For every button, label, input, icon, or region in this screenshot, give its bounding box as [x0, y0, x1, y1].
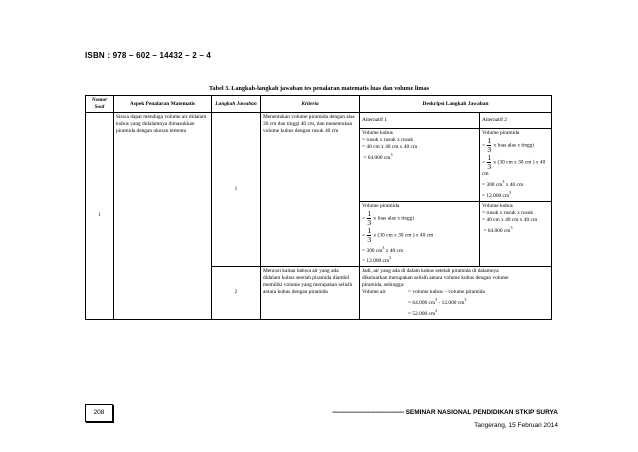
line — [362, 254, 477, 265]
line — [362, 210, 477, 227]
isbn-header: ISBN : 978 – 602 – 14432 – 2 – 4 — [85, 51, 212, 60]
equals: = — [362, 215, 366, 222]
line-text: = 64.000 cm — [408, 299, 436, 306]
line: Volume piramida — [482, 130, 520, 136]
fraction — [487, 137, 491, 154]
table-row — [86, 113, 552, 129]
line: Volume kubus — [482, 202, 513, 209]
line-text: x 40 cm — [504, 181, 524, 188]
line-text: = 64.000 cm — [363, 154, 391, 161]
superscript: 3 — [502, 179, 505, 184]
fraction — [367, 210, 371, 227]
line — [362, 296, 549, 307]
fraction — [367, 227, 371, 244]
header-kriteria: Kriteria — [261, 96, 360, 113]
seminar-title: ------------------------------------------- SEMINAR NASIONAL PENDIDIKAN STKIP SURYA — [332, 409, 558, 416]
superscript: 3 — [509, 189, 512, 195]
line: cm — [482, 171, 489, 177]
numerator: 1 — [487, 136, 492, 145]
line-text: = 64.000 cm — [483, 227, 511, 234]
cell-kriteria-2: Mencari kaitan bahwa air yang ada didalam kubus setelah piramida diambil memiliki volume yang merupakan selisih antara kubus dengan piramida — [261, 267, 360, 320]
line: Volume piramida — [362, 202, 400, 209]
line — [362, 244, 477, 255]
line: Jadi, air yang ada di dalam kubus setelah piramida di dalamnya — [362, 268, 499, 275]
fraction — [487, 154, 491, 171]
equals: = — [482, 142, 486, 149]
cell-aspek: Siswa dapat menduga volume air didalam kubus yang didalamnya dimasukkan piramida dengan ukuran tertentu — [114, 113, 212, 320]
line-text: = 300 cm — [482, 181, 503, 188]
header-deskripsi: Deskripsi Langkah Jawaban — [360, 96, 552, 113]
table-caption: Tabel 3. Langkah-langkah jawaban tes penalaran matematis luas dan volume limas — [209, 85, 429, 92]
line — [482, 137, 549, 154]
cell-kriteria-1: Menentukan volume piramida dengan alas 30 cm dan tinggi 40 cm, dan menentukan volume kubus dengan rusuk 40 cm — [261, 113, 360, 267]
superscript: 3 — [389, 255, 392, 261]
numerator: 1 — [487, 153, 492, 162]
equals: = — [362, 232, 366, 239]
line — [362, 307, 549, 318]
place-date: Tangerang, 15 Februari 2014 — [474, 422, 558, 429]
line — [362, 151, 477, 162]
line-text: x luas alas x tinggi — [373, 215, 414, 222]
cell-alt2-label: Alternatif 2 — [480, 113, 552, 129]
header-aspek: Aspek Penalaran Matematis — [114, 96, 212, 113]
line: = rusuk x rusuk x rusuk — [482, 209, 534, 216]
line-text: x (30 cm x 30 cm ) x 40 — [493, 159, 546, 166]
denominator: 3 — [367, 217, 372, 227]
line-text: x luas alas x tinggi — [493, 142, 534, 149]
denominator: 3 — [367, 234, 372, 244]
line: = 40 cm x 40 cm x 40 cm — [362, 144, 418, 150]
seminar-name: SEMINAR NASIONAL PENDIDIKAN STKIP SURYA — [405, 409, 558, 416]
header-langkah: Langkah Jawaban — [212, 96, 261, 113]
line: = rusuk x rusuk x rusuk — [362, 137, 414, 143]
numerator: 1 — [367, 225, 372, 235]
line-text: = 12.000 cm — [362, 258, 390, 265]
line-label: Volume air — [362, 289, 386, 296]
line: piramida, sehingga: — [362, 282, 405, 289]
line — [482, 154, 549, 171]
denominator: 3 — [487, 145, 492, 154]
superscript: 3 — [435, 307, 438, 313]
cell-alt2-kubus — [480, 201, 552, 267]
header-nomor: Nomor Soal — [86, 96, 114, 113]
line-text: x (30 cm x 30 cm ) x 40 cm — [373, 232, 434, 239]
line — [482, 224, 549, 235]
numerator: 1 — [367, 208, 372, 218]
cell-deskripsi-2 — [360, 267, 552, 320]
line-text: = 12.000 cm — [482, 192, 510, 199]
line: dikeluarkan merupakan selisih antara volume kubus dengan volume — [362, 275, 509, 282]
line-text: = 52.000 cm — [408, 310, 436, 317]
line: Volume kubus — [362, 130, 393, 136]
line — [362, 289, 549, 296]
line-text: - 12.000 cm — [437, 299, 465, 306]
cell-alt1-piramida — [360, 201, 480, 267]
cell-langkah-1: 1 — [212, 113, 261, 267]
cell-alt1-label: Alternatif 1 — [360, 113, 480, 129]
line — [482, 178, 549, 189]
line-text: = volume kubus – volume piramida — [408, 289, 485, 296]
table-header-row — [86, 96, 552, 113]
cell-alt2-piramida — [480, 129, 552, 202]
superscript: 3 — [435, 297, 438, 303]
superscript: 3 — [382, 244, 385, 250]
page-number: 208 — [85, 404, 113, 422]
line-text: = 300 cm — [362, 247, 383, 254]
equals: = — [482, 159, 486, 166]
cell-langkah-2: 2 — [212, 267, 261, 320]
line — [482, 189, 549, 200]
cell-nomor: 1 — [86, 113, 114, 320]
line-text: x 40 cm — [384, 247, 404, 254]
superscript: 3 — [464, 297, 467, 303]
line — [362, 227, 477, 244]
line: = 40 cm x 40 cm x 40 cm — [482, 216, 538, 223]
superscript: 3 — [510, 224, 513, 230]
denominator: 3 — [487, 162, 492, 171]
cell-alt1-kubus — [360, 129, 480, 202]
superscript: 3 — [390, 152, 393, 157]
answer-steps-table — [85, 95, 552, 320]
